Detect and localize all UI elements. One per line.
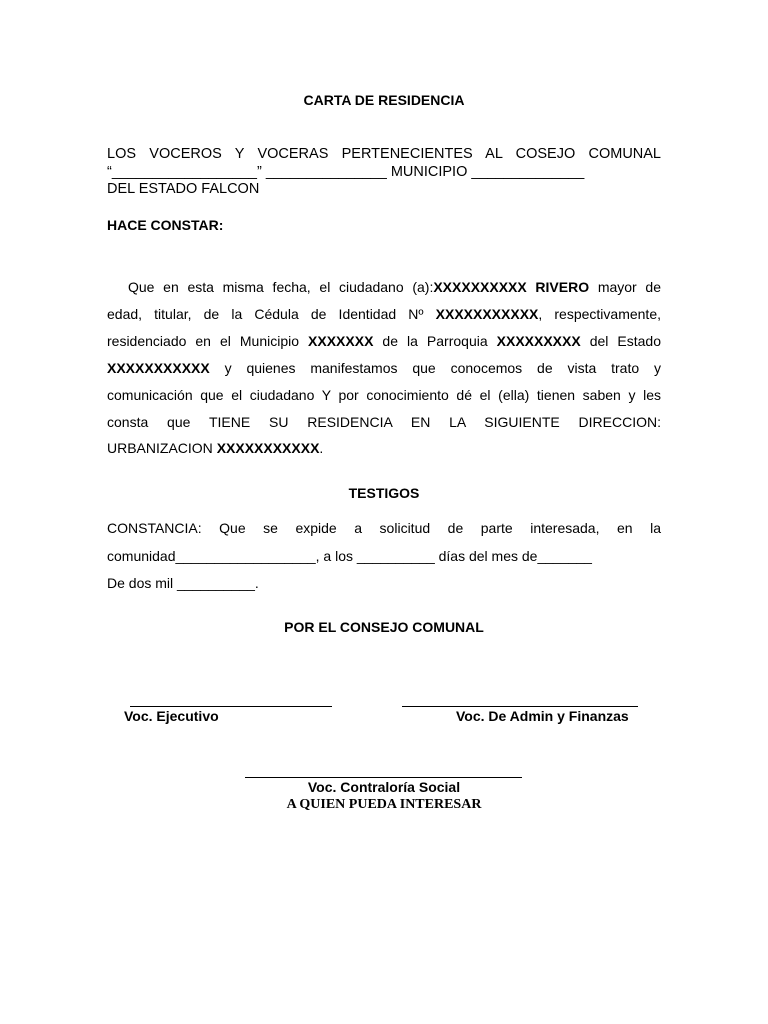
paragraph-line-5: comunicación que el ciudadano Y por conocimiento dé el (ella) tienen saben y les [107, 387, 661, 403]
paragraph-line-3: residenciado en el Municipio XXXXXXX de la Parroquia XXXXXXXXX del Estado [107, 333, 661, 349]
paragraph-line-2: edad, titular, de la Cédula de Identidad Nº XXXXXXXXXXX, respectivamente, [107, 306, 661, 322]
paragraph-line-6: consta que TIENE SU RESIDENCIA EN LA SIGUIENTE DIRECCION: [107, 414, 661, 430]
header-line-3: DEL ESTADO FALCON [107, 181, 260, 197]
constancia-line-3: De dos mil __________. [107, 575, 259, 591]
paragraph-line-7: URBANIZACION XXXXXXXXXXX. [107, 440, 324, 456]
signature-label-admin: Voc. De Admin y Finanzas [456, 708, 629, 724]
signature-label-contraloria: Voc. Contraloría Social [307, 779, 461, 795]
constancia-line-1: CONSTANCIA: Que se expide a solicitud de parte interesada, en la [107, 520, 661, 536]
header-line-1: LOS VOCEROS Y VOCERAS PERTENECIENTES AL COSEJO COMUNAL [107, 146, 661, 162]
document-title: CARTA DE RESIDENCIA [303, 92, 465, 108]
testigos-heading: TESTIGOS [348, 485, 420, 501]
signature-line-contraloria [245, 777, 522, 778]
signature-line-ejecutivo [130, 706, 332, 707]
signature-line-admin [402, 706, 638, 707]
signature-label-ejecutivo: Voc. Ejecutivo [124, 708, 219, 724]
hace-constar-heading: HACE CONSTAR: [107, 217, 224, 233]
por-consejo-heading: POR EL CONSEJO COMUNAL [284, 619, 484, 635]
header-line-2: “__________________” _______________ MUNICIPIO ______________ [107, 164, 585, 180]
constancia-line-2: comunidad__________________, a los __________ días del mes de_______ [107, 548, 592, 564]
paragraph-line-1: Que en esta misma fecha, el ciudadano (a):XXXXXXXXXX RIVERO mayor de [128, 279, 661, 295]
paragraph-line-4: XXXXXXXXXXX y quienes manifestamos que conocemos de vista trato y [107, 360, 661, 376]
footer-text: A QUIEN PUEDA INTERESAR [286, 797, 482, 812]
